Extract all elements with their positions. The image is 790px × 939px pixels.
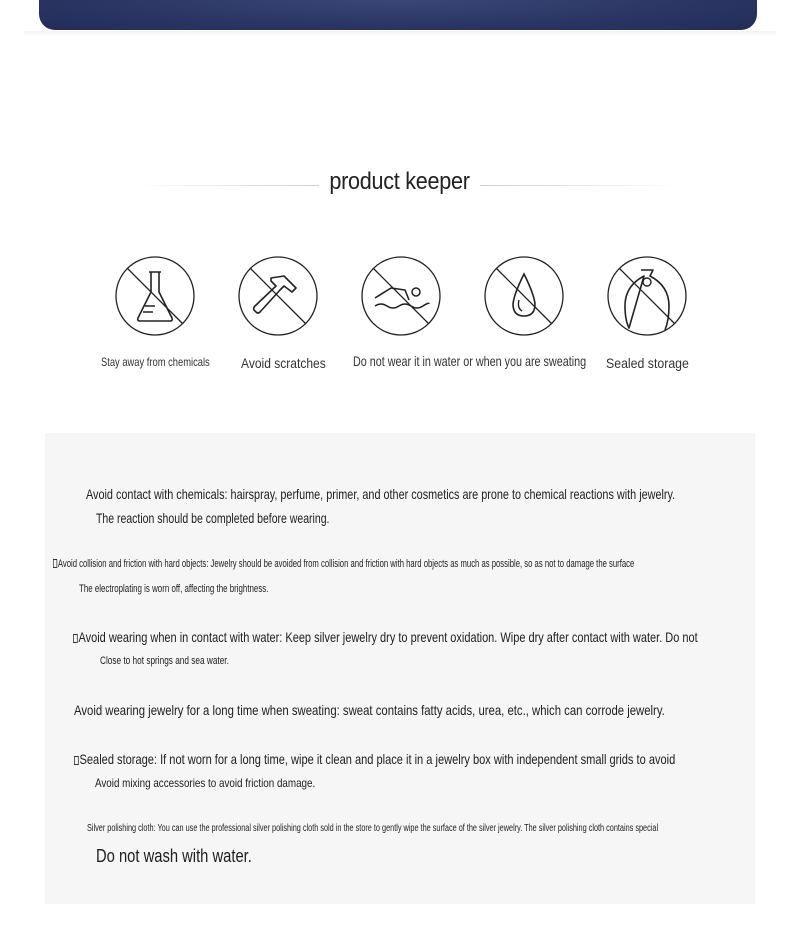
care-water-line2: Close to hot springs and sea water. [100,655,229,667]
icon-label-water: Do not wear it in water or when you are sweating [353,353,587,369]
swimmer-icon [361,256,441,336]
care-collision-line1: Avoid collision and friction with hard objects: Jewelry should be avoided from collision and friction with hard objects as much as possible, so as not to damage the surface [57,558,635,570]
section-title: product keeper [329,168,470,195]
jewelry-bag-icon [607,256,687,336]
bullet-icon [53,559,57,568]
top-banner-image [39,0,757,30]
bullet-icon [73,634,78,643]
title-divider-left [136,185,319,186]
care-storage-row [74,751,675,767]
bullet-icon [74,756,79,765]
icon-label-sealed: Sealed storage [606,355,689,371]
care-cloth-line2: Do not wash with water. [96,846,252,866]
care-water-row [73,629,698,645]
title-divider-right [480,185,685,186]
care-sweat-line1: Avoid wearing jewelry for a long time when sweating: sweat contains fatty acids, urea, etc., which can corrode jewelry. [74,702,665,718]
icon-label-chemicals: Stay away from chemicals [101,355,210,369]
flask-icon [115,256,195,336]
care-collision-line2: The electroplating is worn off, affecting the brightness. [79,583,269,595]
care-water-line1: Avoid wearing when in contact with water: Keep silver jewelry dry to prevent oxidation. Wipe dry after contact with water. Do not [78,629,698,645]
care-chemicals-line2: The reaction should be completed before wearing. [96,510,330,526]
droplet-icon [484,256,564,336]
icon-label-scratches: Avoid scratches [241,355,326,371]
care-chemicals-line1: Avoid contact with chemicals: hairspray, perfume, primer, and other cosmetics are prone to chemical reactions with jewelry. [86,486,676,502]
banner-shadow [24,31,776,36]
care-collision-row [53,558,634,570]
section-header [0,168,790,206]
care-cloth-line1: Silver polishing cloth: You can use the professional silver polishing cloth sold in the store to gently wipe the surface of the silver jewelry. The silver polishing cloth contains special [87,823,659,834]
care-storage-line1: Sealed storage: If not worn for a long time, wipe it clean and place it in a jewelry box with independent small grids to avoid [79,751,676,767]
care-storage-line2: Avoid mixing accessories to avoid friction damage. [95,776,316,790]
hammer-icon [238,256,318,336]
